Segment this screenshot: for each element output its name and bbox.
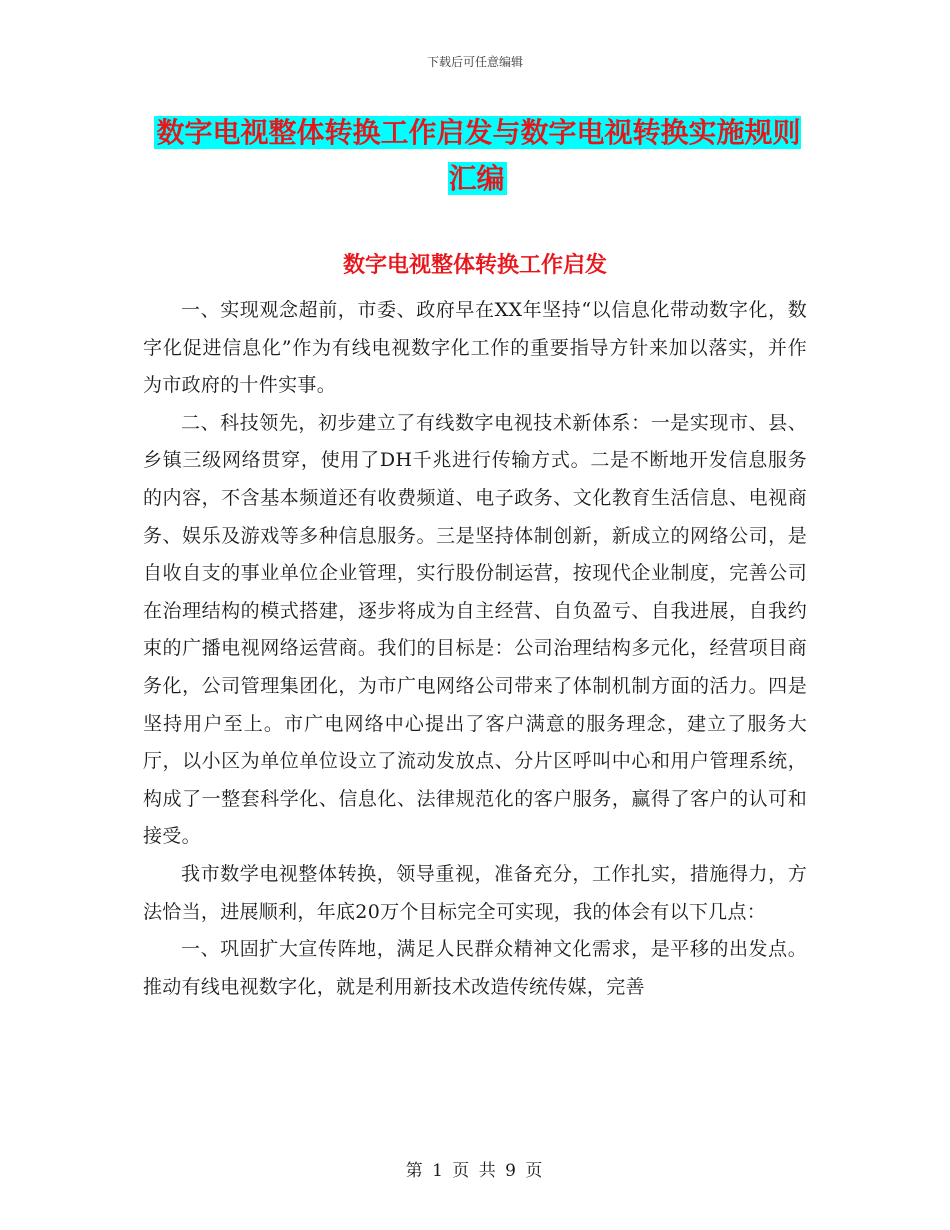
document-title-highlight: 数字电视整体转换工作启发与数字电视转换实施规则汇编 bbox=[156, 116, 801, 195]
paragraph-2: 二、科技领先，初步建立了有线数字电视技术新体系：一是实现市、县、乡镇三级网络贯穿，使用了DH千兆进行传输方式。二是不断地开发信息服务的内容，不含基本频道还有收费频道、电子政务、文化教育生活信息、电视商务、娱乐及游戏等多种信息服务。三是坚持体制创新，新成立的网络公司，是自收自支的事业单位企业管理，实行股份制运营，按现代企业制度，完善公司在治理结构的模式搭建，逐步将成为自主经营、自负盈亏、自我进展，自我约束的广播电视网络运营商。我们的目标是：公司治理结构多元化，经营项目商务化，公司管理集团化，为市广电网络公司带来了体制机制方面的活力。四是坚持用户至上。市广电网络中心提出了客户满意的服务理念，建立了服务大厅，以小区为单位单位设立了流动发放点、分片区呼叫中心和用户管理系统，构成了一整套科学化、信息化、法律规范化的客户服务，赢得了客户的认可和接受。 bbox=[143, 411, 807, 848]
document-title bbox=[145, 110, 810, 202]
section-title: 数字电视整体转换工作启发 bbox=[342, 253, 607, 278]
body-text bbox=[143, 292, 807, 1006]
paragraph-1: 一、实现观念超前，市委、政府早在XX年坚持“以信息化带动数字化，数字化促进信息化”作为有线电视数字化工作的重要指导方针来加以落实，并作为市政府的十件实事。 bbox=[143, 299, 807, 397]
paragraph-3: 我市数学电视整体转换，领导重视，准备充分，工作扎实，措施得力，方法恰当，进展顺利，年底20万个目标完全可实现，我的体会有以下几点： bbox=[143, 862, 807, 923]
paragraph-4: 一、巩固扩大宣传阵地，满足人民群众精神文化需求，是平移的出发点。推动有线电视数字化，就是利用新技术改造传统传媒，完善 bbox=[143, 938, 807, 998]
header-note: 下载后可任意编辑 bbox=[426, 55, 523, 69]
page-footer: 第 1 页 共 9 页 bbox=[405, 1161, 545, 1181]
